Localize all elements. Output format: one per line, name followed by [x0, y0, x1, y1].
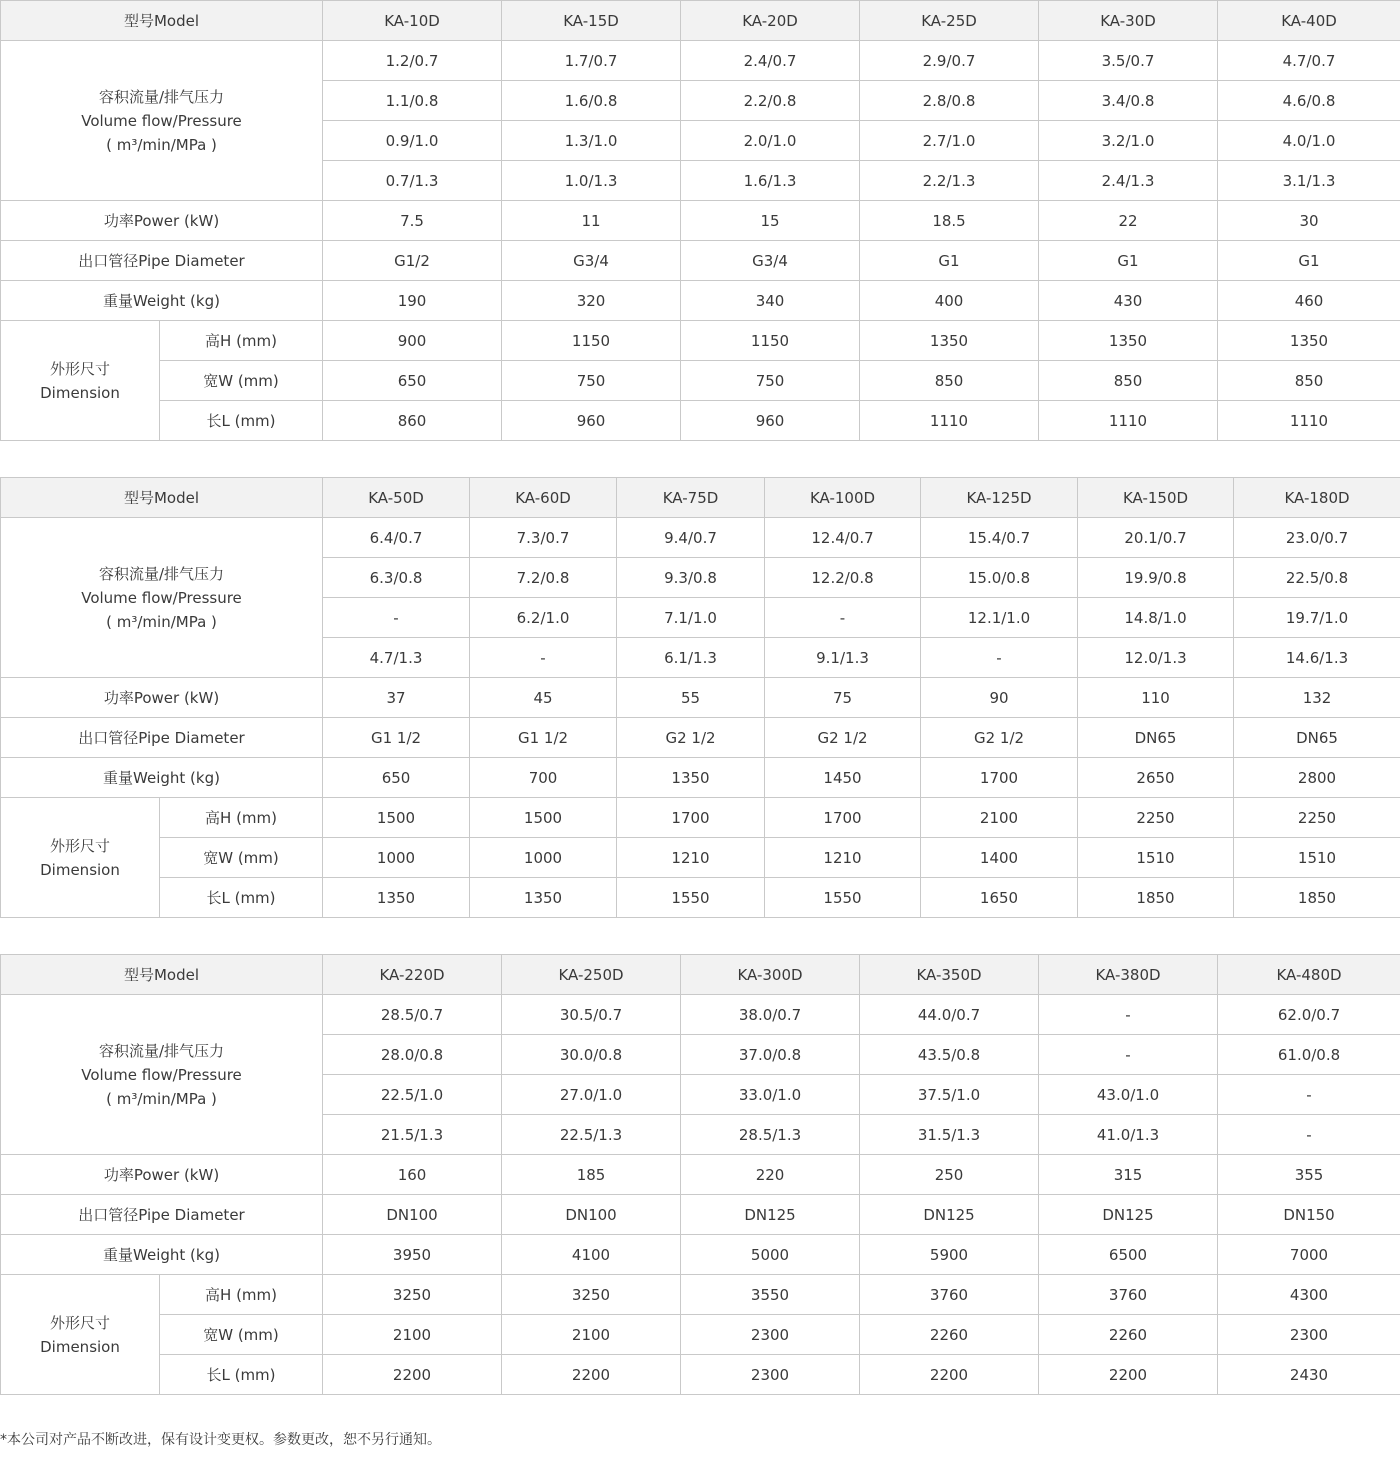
height-cell: 1500 [470, 798, 617, 838]
flow-cell: 1.7/0.7 [502, 41, 681, 81]
pipe-cell: DN65 [1234, 718, 1400, 758]
spec-table-1 [0, 0, 1400, 441]
width-cell: 1000 [470, 838, 617, 878]
model-label: 型号Model [1, 955, 323, 995]
power-cell: 11 [502, 201, 681, 241]
flow-cell: 2.8/0.8 [860, 81, 1039, 121]
power-cell: 250 [860, 1155, 1039, 1195]
flow-cell: 1.6/1.3 [681, 161, 860, 201]
height-cell: 1150 [681, 321, 860, 361]
power-cell: 37 [323, 678, 470, 718]
flow-cell: 6.4/0.7 [323, 518, 470, 558]
weight-cell: 190 [323, 281, 502, 321]
width-label: 宽W (mm) [160, 838, 323, 878]
height-label: 高H (mm) [160, 321, 323, 361]
width-row [1, 361, 1400, 401]
flow-cell: 3.1/1.3 [1218, 161, 1400, 201]
flow-cell: - [323, 598, 470, 638]
model-name: KA-300D [681, 955, 860, 995]
length-cell: 960 [502, 401, 681, 441]
height-label: 高H (mm) [160, 798, 323, 838]
height-cell: 2100 [921, 798, 1078, 838]
flow-cell: 27.0/1.0 [502, 1075, 681, 1115]
weight-cell: 400 [860, 281, 1039, 321]
weight-label: 重量Weight (kg) [1, 281, 323, 321]
model-name: KA-100D [765, 478, 921, 518]
flow-cell: 30.0/0.8 [502, 1035, 681, 1075]
length-cell: 1350 [323, 878, 470, 918]
pipe-cell: G1 [860, 241, 1039, 281]
weight-cell: 6500 [1039, 1235, 1218, 1275]
header-row [1, 955, 1400, 995]
model-name: KA-15D [502, 1, 681, 41]
length-cell: 1350 [470, 878, 617, 918]
length-cell: 1110 [860, 401, 1039, 441]
model-label: 型号Model [1, 478, 323, 518]
length-cell: 1650 [921, 878, 1078, 918]
pipe-cell: DN100 [323, 1195, 502, 1235]
weight-cell: 5000 [681, 1235, 860, 1275]
length-row [1, 1355, 1400, 1395]
flow-cell: 19.7/1.0 [1234, 598, 1400, 638]
pipe-cell: G2 1/2 [617, 718, 765, 758]
model-name: KA-25D [860, 1, 1039, 41]
flow-cell: 14.8/1.0 [1078, 598, 1234, 638]
flow-label-en: Volume flow/Pressure [81, 1065, 242, 1084]
power-row [1, 1155, 1400, 1195]
model-name: KA-150D [1078, 478, 1234, 518]
pipe-cell: DN150 [1218, 1195, 1400, 1235]
length-label: 长L (mm) [160, 1355, 323, 1395]
model-name: KA-20D [681, 1, 860, 41]
flow-cell: 2.0/1.0 [681, 121, 860, 161]
height-cell: 1700 [617, 798, 765, 838]
pipe-row [1, 718, 1400, 758]
flow-label-cn: 容积流量/排气压力 [98, 1041, 225, 1060]
pipe-cell: G2 1/2 [921, 718, 1078, 758]
width-cell: 1210 [617, 838, 765, 878]
pipe-cell: DN125 [860, 1195, 1039, 1235]
weight-cell: 4100 [502, 1235, 681, 1275]
model-name: KA-10D [323, 1, 502, 41]
power-cell: 355 [1218, 1155, 1400, 1195]
length-cell: 1110 [1039, 401, 1218, 441]
length-label: 长L (mm) [160, 878, 323, 918]
flow-label-cn: 容积流量/排气压力 [98, 564, 225, 583]
header-row [1, 478, 1400, 518]
flow-cell: 15.4/0.7 [921, 518, 1078, 558]
model-name: KA-180D [1234, 478, 1400, 518]
pipe-cell: G2 1/2 [765, 718, 921, 758]
dimension-label-en: Dimension [40, 860, 120, 879]
flow-label-unit: ( m³/min/MPa ) [106, 135, 217, 154]
height-cell: 3550 [681, 1275, 860, 1315]
weight-row [1, 758, 1400, 798]
power-cell: 160 [323, 1155, 502, 1195]
flow-cell: 22.5/1.0 [323, 1075, 502, 1115]
width-cell: 850 [1218, 361, 1400, 401]
height-row [1, 321, 1400, 361]
dimension-label-cn: 外形尺寸 [49, 1313, 110, 1332]
model-name: KA-480D [1218, 955, 1400, 995]
spec-table-2 [0, 477, 1400, 918]
flow-cell: 1.2/0.7 [323, 41, 502, 81]
pipe-cell: DN125 [681, 1195, 860, 1235]
width-cell: 1510 [1234, 838, 1400, 878]
length-cell: 2200 [502, 1355, 681, 1395]
length-cell: 1850 [1234, 878, 1400, 918]
model-name: KA-350D [860, 955, 1039, 995]
model-name: KA-60D [470, 478, 617, 518]
flow-cell: 7.3/0.7 [470, 518, 617, 558]
flow-cell: 9.1/1.3 [765, 638, 921, 678]
model-name: KA-40D [1218, 1, 1400, 41]
flow-cell: - [470, 638, 617, 678]
height-cell: 3760 [860, 1275, 1039, 1315]
length-cell: 1550 [617, 878, 765, 918]
power-cell: 220 [681, 1155, 860, 1195]
flow-cell: 2.4/0.7 [681, 41, 860, 81]
width-cell: 850 [860, 361, 1039, 401]
flow-cell: 4.0/1.0 [1218, 121, 1400, 161]
pipe-cell: G3/4 [502, 241, 681, 281]
height-cell: 4300 [1218, 1275, 1400, 1315]
power-row [1, 201, 1400, 241]
length-cell: 2200 [1039, 1355, 1218, 1395]
weight-cell: 1700 [921, 758, 1078, 798]
flow-cell: - [1039, 995, 1218, 1035]
power-cell: 55 [617, 678, 765, 718]
flow-cell: 2.9/0.7 [860, 41, 1039, 81]
height-cell: 1350 [1218, 321, 1400, 361]
power-label: 功率Power (kW) [1, 1155, 323, 1195]
flow-cell: 6.1/1.3 [617, 638, 765, 678]
flow-cell: 3.2/1.0 [1039, 121, 1218, 161]
flow-cell: 19.9/0.8 [1078, 558, 1234, 598]
flow-cell: 21.5/1.3 [323, 1115, 502, 1155]
flow-cell: 37.5/1.0 [860, 1075, 1039, 1115]
length-cell: 2300 [681, 1355, 860, 1395]
flow-cell: 1.0/1.3 [502, 161, 681, 201]
flow-label [1, 41, 323, 201]
width-cell: 2300 [1218, 1315, 1400, 1355]
weight-cell: 3950 [323, 1235, 502, 1275]
flow-cell: 44.0/0.7 [860, 995, 1039, 1035]
flow-label [1, 995, 323, 1155]
power-cell: 45 [470, 678, 617, 718]
model-label: 型号Model [1, 1, 323, 41]
dimension-label [1, 1275, 160, 1395]
model-name: KA-380D [1039, 955, 1218, 995]
pipe-cell: G1 1/2 [470, 718, 617, 758]
dimension-label-en: Dimension [40, 1337, 120, 1356]
flow-cell: 37.0/0.8 [681, 1035, 860, 1075]
flow-label-cn: 容积流量/排气压力 [98, 87, 225, 106]
width-cell: 750 [502, 361, 681, 401]
model-name: KA-30D [1039, 1, 1218, 41]
length-cell: 1550 [765, 878, 921, 918]
height-cell: 3250 [502, 1275, 681, 1315]
pipe-label: 出口管径Pipe Diameter [1, 1195, 323, 1235]
weight-cell: 7000 [1218, 1235, 1400, 1275]
flow-cell: 9.4/0.7 [617, 518, 765, 558]
height-cell: 900 [323, 321, 502, 361]
weight-cell: 5900 [860, 1235, 1039, 1275]
width-cell: 850 [1039, 361, 1218, 401]
weight-cell: 2800 [1234, 758, 1400, 798]
height-cell: 1350 [1039, 321, 1218, 361]
flow-label-unit: ( m³/min/MPa ) [106, 612, 217, 631]
flow-cell: 20.1/0.7 [1078, 518, 1234, 558]
width-cell: 2260 [860, 1315, 1039, 1355]
length-cell: 960 [681, 401, 860, 441]
flow-cell: 62.0/0.7 [1218, 995, 1400, 1035]
flow-cell: 28.0/0.8 [323, 1035, 502, 1075]
power-cell: 30 [1218, 201, 1400, 241]
flow-cell: 0.9/1.0 [323, 121, 502, 161]
height-cell: 1350 [860, 321, 1039, 361]
flow-cell: 3.5/0.7 [1039, 41, 1218, 81]
weight-label: 重量Weight (kg) [1, 1235, 323, 1275]
power-cell: 15 [681, 201, 860, 241]
length-row [1, 401, 1400, 441]
width-cell: 2260 [1039, 1315, 1218, 1355]
weight-cell: 1450 [765, 758, 921, 798]
flow-cell: - [765, 598, 921, 638]
weight-label: 重量Weight (kg) [1, 758, 323, 798]
flow-cell: 12.0/1.3 [1078, 638, 1234, 678]
dimension-label-cn: 外形尺寸 [49, 359, 110, 378]
flow-cell: 12.2/0.8 [765, 558, 921, 598]
dimension-label-en: Dimension [40, 383, 120, 402]
width-cell: 2100 [323, 1315, 502, 1355]
power-cell: 22 [1039, 201, 1218, 241]
power-cell: 75 [765, 678, 921, 718]
flow-cell: 2.2/0.8 [681, 81, 860, 121]
flow-cell: 43.0/1.0 [1039, 1075, 1218, 1115]
width-cell: 650 [323, 361, 502, 401]
pipe-cell: G1 1/2 [323, 718, 470, 758]
pipe-cell: G1/2 [323, 241, 502, 281]
pipe-label: 出口管径Pipe Diameter [1, 718, 323, 758]
model-name: KA-125D [921, 478, 1078, 518]
flow-cell: 2.7/1.0 [860, 121, 1039, 161]
flow-cell: 23.0/0.7 [1234, 518, 1400, 558]
weight-cell: 650 [323, 758, 470, 798]
width-cell: 1510 [1078, 838, 1234, 878]
height-row [1, 798, 1400, 838]
dimension-label [1, 798, 160, 918]
width-cell: 1000 [323, 838, 470, 878]
width-label: 宽W (mm) [160, 1315, 323, 1355]
power-cell: 110 [1078, 678, 1234, 718]
length-cell: 1110 [1218, 401, 1400, 441]
flow-cell: 38.0/0.7 [681, 995, 860, 1035]
flow-row [1, 518, 1400, 558]
width-cell: 1210 [765, 838, 921, 878]
pipe-cell: G3/4 [681, 241, 860, 281]
flow-cell: 28.5/1.3 [681, 1115, 860, 1155]
weight-cell: 1350 [617, 758, 765, 798]
pipe-cell: DN125 [1039, 1195, 1218, 1235]
flow-cell: 1.1/0.8 [323, 81, 502, 121]
flow-cell: - [1218, 1115, 1400, 1155]
flow-cell: 30.5/0.7 [502, 995, 681, 1035]
length-row [1, 878, 1400, 918]
height-cell: 1150 [502, 321, 681, 361]
flow-cell: 6.3/0.8 [323, 558, 470, 598]
width-label: 宽W (mm) [160, 361, 323, 401]
height-cell: 3250 [323, 1275, 502, 1315]
weight-row [1, 1235, 1400, 1275]
pipe-row [1, 1195, 1400, 1235]
length-cell: 2200 [860, 1355, 1039, 1395]
pipe-label: 出口管径Pipe Diameter [1, 241, 323, 281]
model-name: KA-220D [323, 955, 502, 995]
flow-row [1, 995, 1400, 1035]
flow-cell: 12.1/1.0 [921, 598, 1078, 638]
flow-cell: 22.5/1.3 [502, 1115, 681, 1155]
power-cell: 90 [921, 678, 1078, 718]
flow-cell: 7.2/0.8 [470, 558, 617, 598]
height-label: 高H (mm) [160, 1275, 323, 1315]
flow-cell: 41.0/1.3 [1039, 1115, 1218, 1155]
weight-cell: 460 [1218, 281, 1400, 321]
model-name: KA-75D [617, 478, 765, 518]
flow-cell: 4.7/0.7 [1218, 41, 1400, 81]
width-cell: 2300 [681, 1315, 860, 1355]
height-row [1, 1275, 1400, 1315]
flow-cell: 28.5/0.7 [323, 995, 502, 1035]
pipe-cell: DN100 [502, 1195, 681, 1235]
header-row [1, 1, 1400, 41]
power-cell: 315 [1039, 1155, 1218, 1195]
flow-cell: 12.4/0.7 [765, 518, 921, 558]
width-row [1, 838, 1400, 878]
flow-cell: - [921, 638, 1078, 678]
flow-row [1, 41, 1400, 81]
power-cell: 7.5 [323, 201, 502, 241]
flow-cell: - [1218, 1075, 1400, 1115]
flow-cell: 15.0/0.8 [921, 558, 1078, 598]
flow-cell: 14.6/1.3 [1234, 638, 1400, 678]
flow-cell: 2.4/1.3 [1039, 161, 1218, 201]
model-name: KA-50D [323, 478, 470, 518]
flow-cell: 43.5/0.8 [860, 1035, 1039, 1075]
flow-cell: - [1039, 1035, 1218, 1075]
flow-cell: 31.5/1.3 [860, 1115, 1039, 1155]
weight-row [1, 281, 1400, 321]
width-cell: 1400 [921, 838, 1078, 878]
height-cell: 3760 [1039, 1275, 1218, 1315]
length-cell: 2200 [323, 1355, 502, 1395]
flow-cell: 9.3/0.8 [617, 558, 765, 598]
flow-cell: 6.2/1.0 [470, 598, 617, 638]
power-cell: 185 [502, 1155, 681, 1195]
power-label: 功率Power (kW) [1, 678, 323, 718]
spec-table-3 [0, 954, 1400, 1395]
power-row [1, 678, 1400, 718]
weight-cell: 700 [470, 758, 617, 798]
length-cell: 1850 [1078, 878, 1234, 918]
flow-label-en: Volume flow/Pressure [81, 111, 242, 130]
pipe-cell: G1 [1218, 241, 1400, 281]
footnote: *本公司对产品不断改进，保有设计变更权。参数更改，恕不另行通知。 [0, 1432, 441, 1448]
flow-cell: 4.7/1.3 [323, 638, 470, 678]
flow-cell: 7.1/1.0 [617, 598, 765, 638]
flow-cell: 61.0/0.8 [1218, 1035, 1400, 1075]
flow-label-en: Volume flow/Pressure [81, 588, 242, 607]
length-label: 长L (mm) [160, 401, 323, 441]
flow-cell: 3.4/0.8 [1039, 81, 1218, 121]
dimension-label [1, 321, 160, 441]
length-cell: 860 [323, 401, 502, 441]
width-cell: 2100 [502, 1315, 681, 1355]
height-cell: 1500 [323, 798, 470, 838]
power-label: 功率Power (kW) [1, 201, 323, 241]
length-cell: 2430 [1218, 1355, 1400, 1395]
flow-cell: 22.5/0.8 [1234, 558, 1400, 598]
flow-label [1, 518, 323, 678]
weight-cell: 430 [1039, 281, 1218, 321]
flow-cell: 4.6/0.8 [1218, 81, 1400, 121]
model-name: KA-250D [502, 955, 681, 995]
dimension-label-cn: 外形尺寸 [49, 836, 110, 855]
height-cell: 2250 [1234, 798, 1400, 838]
weight-cell: 320 [502, 281, 681, 321]
flow-cell: 2.2/1.3 [860, 161, 1039, 201]
weight-cell: 2650 [1078, 758, 1234, 798]
width-cell: 750 [681, 361, 860, 401]
pipe-cell: DN65 [1078, 718, 1234, 758]
flow-cell: 0.7/1.3 [323, 161, 502, 201]
power-cell: 18.5 [860, 201, 1039, 241]
height-cell: 1700 [765, 798, 921, 838]
flow-cell: 1.3/1.0 [502, 121, 681, 161]
flow-cell: 33.0/1.0 [681, 1075, 860, 1115]
width-row [1, 1315, 1400, 1355]
pipe-row [1, 241, 1400, 281]
flow-cell: 1.6/0.8 [502, 81, 681, 121]
weight-cell: 340 [681, 281, 860, 321]
pipe-cell: G1 [1039, 241, 1218, 281]
height-cell: 2250 [1078, 798, 1234, 838]
flow-label-unit: ( m³/min/MPa ) [106, 1089, 217, 1108]
power-cell: 132 [1234, 678, 1400, 718]
